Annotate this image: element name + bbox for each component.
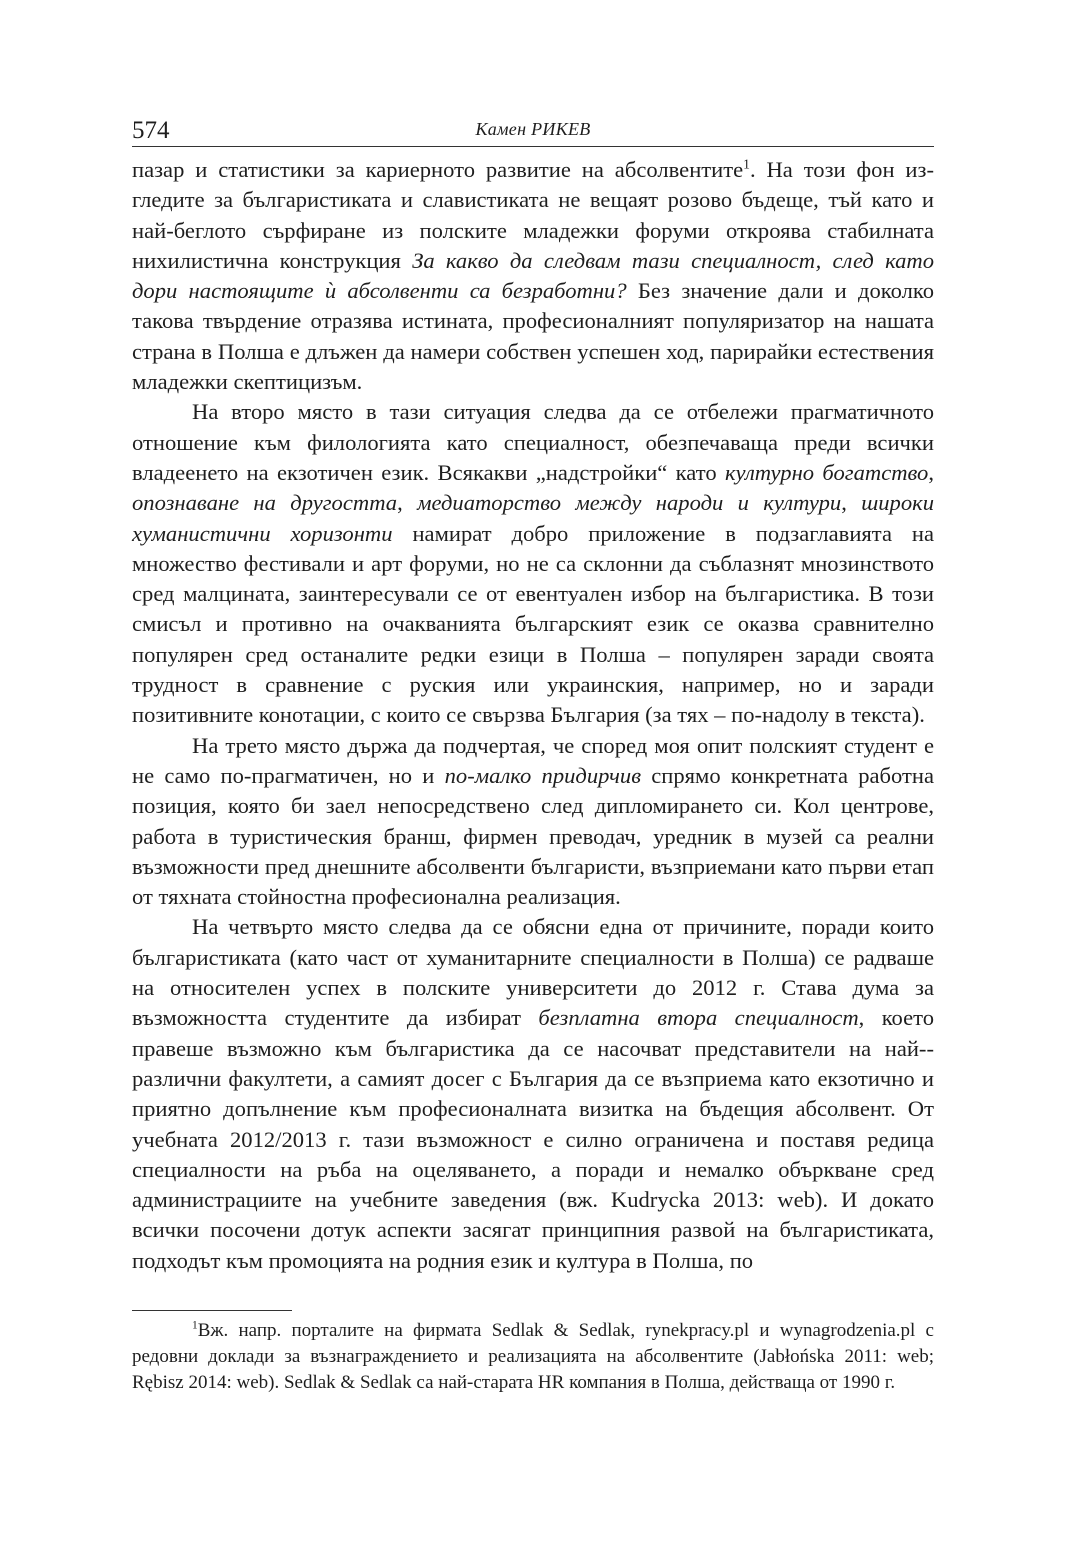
footnote-marker: 1 xyxy=(192,1319,198,1332)
body-text xyxy=(132,155,934,1276)
italic-text: по-малко придирчив xyxy=(444,762,642,788)
text-run: На второ място в тази ситуация следва да се отбележи прагматичното отношение към филологията като специалност, обезпечаваща преди всички владеенето на екзотичен език. Всякакви „надстройки“ като xyxy=(132,399,934,485)
footnote xyxy=(132,1318,934,1396)
footnote-ref: 1 xyxy=(743,156,750,172)
italic-text: За какво да следвам тази специалност, след като дори настоящите ѝ абсолвенти са безработни? xyxy=(132,247,935,304)
page-header xyxy=(132,112,934,147)
text-run: намират добро приложение в подзаглавията на множество фестивали и арт форуми, но не са склонни да съблазнят мнозинството сред малцината, заинтересували се от евентуален избор на българистика. В този смисъл и противно на очакванията българският език се оказва сравнително популярен сред останалите редки езици в Полша – популярен заради своята трудност в сравнение с руския или украинския, например, но и заради позитивните конотации, с които се свързва България (за тях – по-надолу в текста). xyxy=(132,520,935,728)
text-run: , което правеше възможно към българистика да се насочват представители на най-различни факултети, а самият досег с България да се възприема като екзотично и приятно допълнение към професионалната визитка на бъдещия абсолвент. От учебната 2012/2013 г. тази възможност е силно ограничена и поставя редица специалности на ръба на оцеляването, а поради и немалко объркване сред администрациите на учебните заведения (вж. Kudrycka 2013: web). И докато всички посочени дотук аспекти засягат принципния развой на българистиката, подходът към промоцията на родния език и култура в Полша, по xyxy=(132,1005,934,1273)
italic-text: културно богатство xyxy=(724,459,929,485)
footnote-text: Вж. напр. порталите на фирмата Sedlak & Sedlak, rynekpracy.pl и wynagrodzenia.pl с редовни доклади за възнаграждението и реализацията на абсолвентите (Jabłońska 2011: web; Rębisz 2014: web). Sedlak & Sedlak са най-старата HR компания в Полша, действаща от 1990 г. xyxy=(132,1320,934,1393)
text-run: На трето място държа да подчертая, че според моя опит полският студент е не само по-прагматичен, но и xyxy=(132,732,934,788)
text-run: На четвърто място следва да се обясни една от причините, поради които българистиката (като част от хуманитарните специалности в Полша) се радваше на относителен успех в полските университети до 2012 г. Става дума за възможността студентите да избират xyxy=(132,914,934,1031)
text-run: , xyxy=(841,490,862,516)
paragraph xyxy=(132,912,934,1276)
text-run: пазар и статистики за кариерното развитие на абсолвентите xyxy=(132,157,744,182)
italic-text: безплатна втора специалност xyxy=(538,1005,859,1031)
page-number: 574 xyxy=(132,117,170,144)
running-head: Камен РИКЕВ xyxy=(475,119,591,139)
text-run: спрямо конкретната работна позиция, която би заел непосредствено след дипломирането си. Кол центрове, работа в туристическия бранш, фирмен преводач, уредник в музей са реални възможности пред днешните абсолвенти българисти, възприемани като първи етап от тяхната стойностна професионална реализация. xyxy=(132,762,935,910)
paragraph xyxy=(132,731,934,913)
paragraph xyxy=(132,397,934,730)
text-run: , xyxy=(928,459,935,485)
italic-text: широки хуманистични хоризонти xyxy=(132,490,934,546)
italic-text: опознаване на другостта xyxy=(132,490,398,516)
italic-text: медиаторство между народи и култури xyxy=(417,490,842,516)
text-run: Без значение дали и доколко такова твърдение отразява истината, професионалният популяризатор на нашата страна в Полша е длъжен да намери собствен успешен ход, парирайки естествения младежки скептицизъм. xyxy=(132,278,934,395)
text-run: , xyxy=(397,490,418,516)
paragraph xyxy=(132,155,934,397)
text-run: . На този фон изгледите за българистиката и славистиката не вещаят розово бъдеще, тъй като и най-беглото сърфиране из полските младежки форуми откроява стабилната нихилистична конструкция xyxy=(132,157,934,273)
footnote-rule xyxy=(132,1310,292,1311)
